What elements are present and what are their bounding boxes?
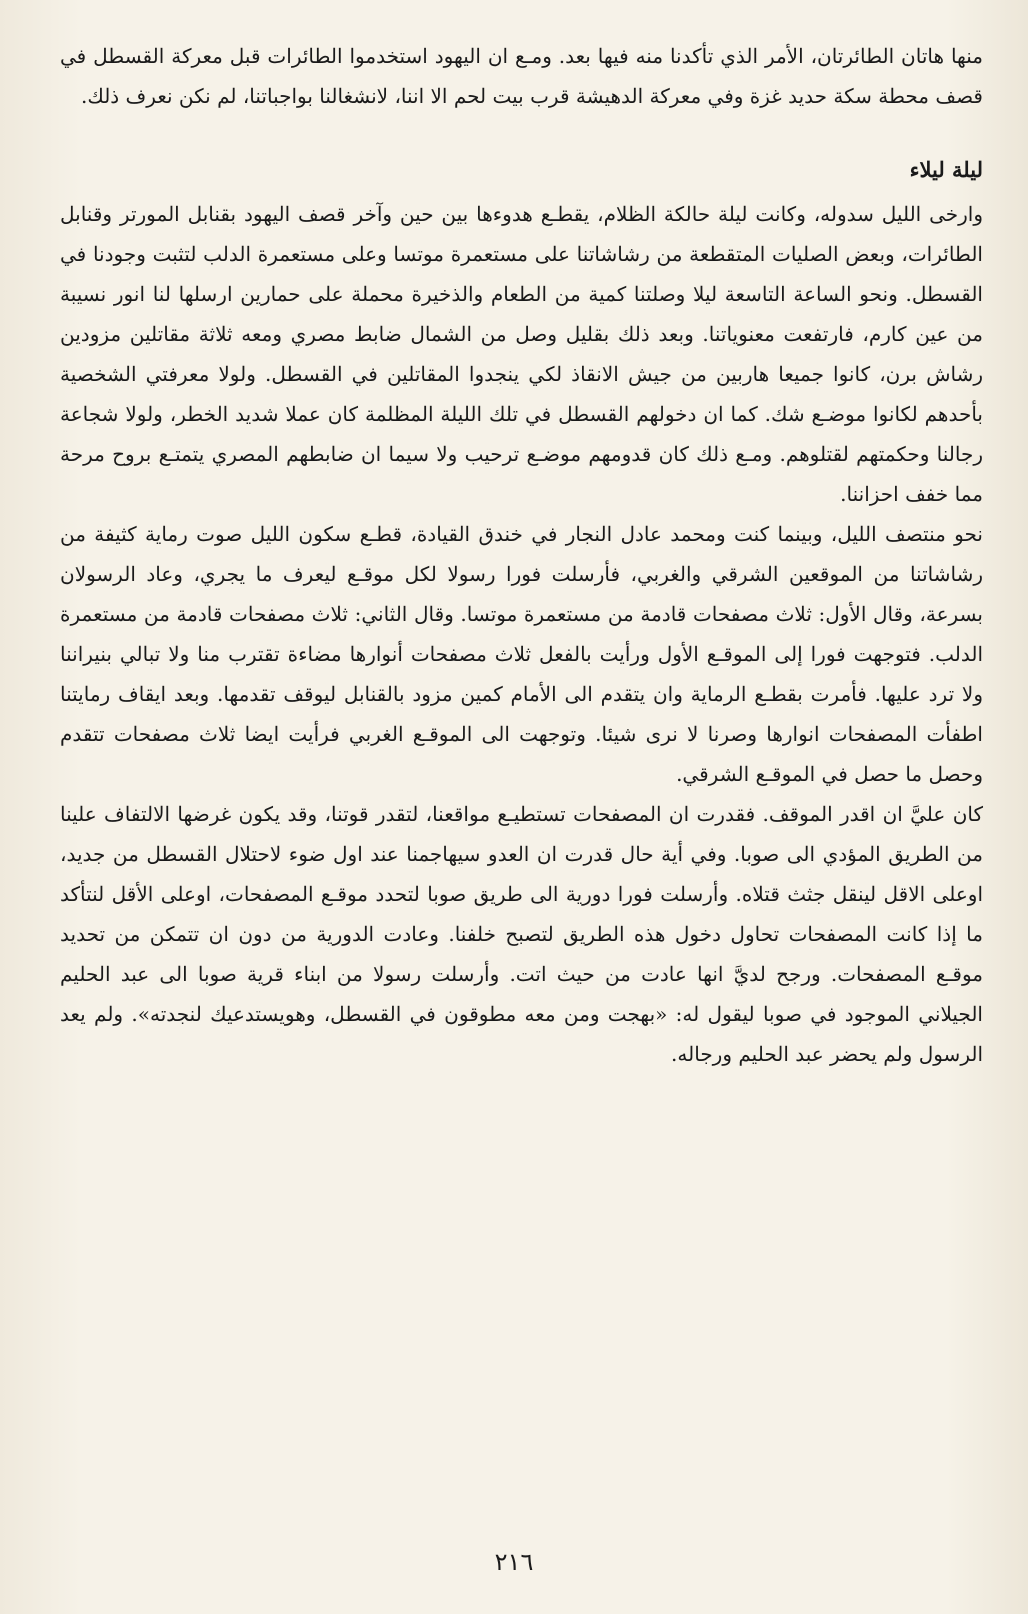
paragraph-midnight-armored-cars: نحو منتصف الليل، وبينما كنت ومحمد عادل النجار في خندق القيادة، قطـع سكون الليل صوت رماية كثيفة من رشاشاتنا من الموقعين الشرقي والغربي، فأرسلت فورا رسولا لكل موقـع ليعرف ما يجري، وعاد الرسولان بسرعة، وقال الأول: ثلاث مصفحات قادمة من مستعمرة موتسا. وقال الثاني: ثلاث مصفحات قادمة من مستعمرة الدلب. فتوجهت فورا إلى الموقـع الأول ورأيت بالفعل ثلاث مصفحات أنوارها مضاءة تقترب منا ولا تبالي بنيراننا ولا ترد عليها. فأمرت بقطـع الرماية وان يتقدم الى الأمام كمين مزود بالقنابل ليوقف تقدمها. وبعد ايقاف رمايتنا اطفأت المصفحات انوارها وصرنا لا نرى شيئا. وتوجهت الى الموقـع الغربي فرأيت ايضا ثلاث مصفحات تتقدم وحصل ما حصل في الموقـع الشرقي. xyxy=(60,522,983,786)
section-heading: ليلة ليلاء xyxy=(909,157,983,182)
paragraph-assessment: كان عليَّ ان اقدر الموقف. فقدرت ان المصفحات تستطيـع مواقعنا، لتقدر قوتنا، وقد يكون غرضها الالتفاف علينا من الطريق المؤدي الى صوبا. وفي أية حال قدرت ان العدو سيهاجمنا عند اول ضوء لاحتلال القسطل من جديد، اوعلى الاقل لينقل جثث قتلاه. وأرسلت فورا دورية الى طريق صوبا لتحدد موقـع المصفحات، اوعلى الأقل لنتأكد ما إذا كانت المصفحات تحاول دخول هذه الطريق لتصبح خلفنا. وعادت الدورية من دون ان تتمكن من تحديد موقـع المصفحات. ورجح لديَّ انها عادت من حيث اتت. وأرسلت رسولا من ابناء قرية صوبا الى عبد الحليم الجيلاني الموجود في صوبا ليقول له: «بهجت ومن معه مطوقون في القسطل، وهويستدعيك لنجدته». ولم يعد الرسول ولم يحضر عبد الحليم ورجاله. xyxy=(60,802,983,1066)
page-number: ٢١٦ xyxy=(494,1548,534,1576)
paragraph-aircraft: منها هاتان الطائرتان، الأمر الذي تأكدنا منه فيها بعد. ومـع ان اليهود استخدموا الطائرات قبل معركة القسطل في قصف محطة سكة حديد غزة وفي معركة الدهيشة قرب بيت لحم الا اننا، لانشغالنا بواجباتنا، لم نكن نعرف ذلك. xyxy=(60,44,983,108)
page-text xyxy=(60,36,983,1074)
paragraph-night-arrival: وارخى الليل سدوله، وكانت ليلة حالكة الظلام، يقطـع هدوءها بين حين وآخر قصف اليهود بقنابل المورتر وقنابل الطائرات، وبعض الصليات المتقطعة من رشاشاتنا على مستعمرة موتسا وعلى مستعمرة الدلب لتثبت وجودنا في القسطل. ونحو الساعة التاسعة ليلا وصلتنا كمية من الطعام والذخيرة محملة على حمارين ارسلها لنا انور نسيبة من عين كارم، فارتفعت معنوياتنا. وبعد ذلك بقليل وصل من الشمال ضابط مصري ومعه ثلاثة مقاتلين مزودين رشاش برن، كانوا جميعا هاربين من جيش الانقاذ لكي ينجدوا المقاتلين في القسطل. ولولا معرفتي الشخصية بأحدهم لكانوا موضـع شك. كما ان دخولهم القسطل في تلك الليلة المظلمة كان عملا شديد الخطر، ولولا شجاعة رجالنا وحكمتهم لقتلوهم. ومـع ذلك كان قدومهم موضـع ترحيب ولا سيما ان ضابطهم المصري يتمتـع بروح مرحة مما خفف احزاننا. xyxy=(60,202,983,506)
section-gap xyxy=(60,116,983,150)
